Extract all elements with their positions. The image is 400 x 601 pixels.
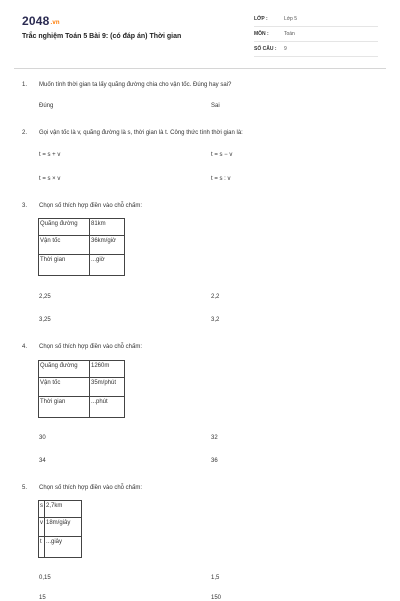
question-number: 4. [22,344,28,350]
table-row [39,378,125,397]
meta-subject-value: Toán [284,31,295,37]
meta-question-count [254,44,378,57]
table-row [39,397,125,418]
question-text: Muốn tính thời gian ta lấy quãng đường chia cho vận tốc. Đúng hay sai? [39,82,232,88]
option-a[interactable]: Đúng [39,103,54,109]
data-table [38,500,82,558]
question-number: 3. [22,203,28,209]
question-text: Chọn số thích hợp điền vào chỗ chấm: [39,485,142,491]
option-a[interactable]: t = s + v [39,152,61,158]
table-cell: 35m/phút [90,378,125,397]
table-row [39,361,125,378]
table-row [39,255,125,276]
site-logo[interactable] [22,14,60,28]
meta-subject-label: MÔN : [254,31,269,37]
option-b[interactable]: t = s − v [211,152,233,158]
table-cell: v [39,518,45,537]
option-d[interactable]: t = s : v [211,176,231,182]
logo-suffix: .vn [50,20,60,26]
option-b[interactable]: 32 [211,435,218,441]
question-number: 5. [22,485,28,491]
table-cell: Quãng đường [39,219,90,236]
meta-subject [254,29,378,42]
option-a[interactable]: 0,15 [39,575,51,581]
option-b[interactable]: Sai [211,103,220,109]
table-row [39,236,125,255]
table-cell: 2,7km [45,501,82,518]
data-table [38,218,125,276]
table-cell: Quãng đường [39,361,90,378]
table-cell: t [39,537,45,558]
meta-class-label: LỚP : [254,16,268,22]
question-text: Gọi vận tốc là v, quãng đường là s, thời gian là t. Công thức tính thời gian là: [39,130,243,136]
meta-count-value: 9 [284,46,287,52]
meta-count-label: SỐ CÂU : [254,46,277,52]
table-cell: 36km/giờ [90,236,125,255]
option-d[interactable]: 36 [211,458,218,464]
table-cell: ...giờ [90,255,125,276]
table-row [39,219,125,236]
option-c[interactable]: 3,25 [39,317,51,323]
table-cell: Vận tốc [39,378,90,397]
option-a[interactable]: 30 [39,435,46,441]
table-row [39,537,82,558]
table-cell: 1260m [90,361,125,378]
option-c[interactable]: 15 [39,595,46,601]
option-d[interactable]: 150 [211,595,222,601]
table-cell: s [39,501,45,518]
question-text: Chọn số thích hợp điền vào chỗ chấm: [39,203,142,209]
meta-class-value: Lớp 5 [284,16,298,22]
question-number: 1. [22,82,28,88]
table-cell: Vận tốc [39,236,90,255]
table-row [39,518,82,537]
header [0,0,400,64]
option-a[interactable]: 2,25 [39,294,51,300]
logo-main: 2048 [22,14,50,28]
header-divider [14,68,386,69]
table-cell: 18m/giây [45,518,82,537]
option-c[interactable]: 34 [39,458,46,464]
question-number: 2. [22,130,28,136]
table-row [39,501,82,518]
meta-class [254,14,378,27]
option-d[interactable]: 3,2 [211,317,220,323]
option-b[interactable]: 1,5 [211,575,220,581]
document-title: Trắc nghiệm Toán 5 Bài 9: (có đáp án) Thời gian [22,33,182,40]
option-b[interactable]: 2,2 [211,294,220,300]
table-cell: ...giây [45,537,82,558]
table-cell: ...phút [90,397,125,418]
question-text: Chọn số thích hợp điền vào chỗ chấm: [39,344,142,350]
option-c[interactable]: t = s × v [39,176,61,182]
table-cell: 81km [90,219,125,236]
data-table [38,360,125,418]
table-cell: Thời gian [39,255,90,276]
table-cell: Thời gian [39,397,90,418]
